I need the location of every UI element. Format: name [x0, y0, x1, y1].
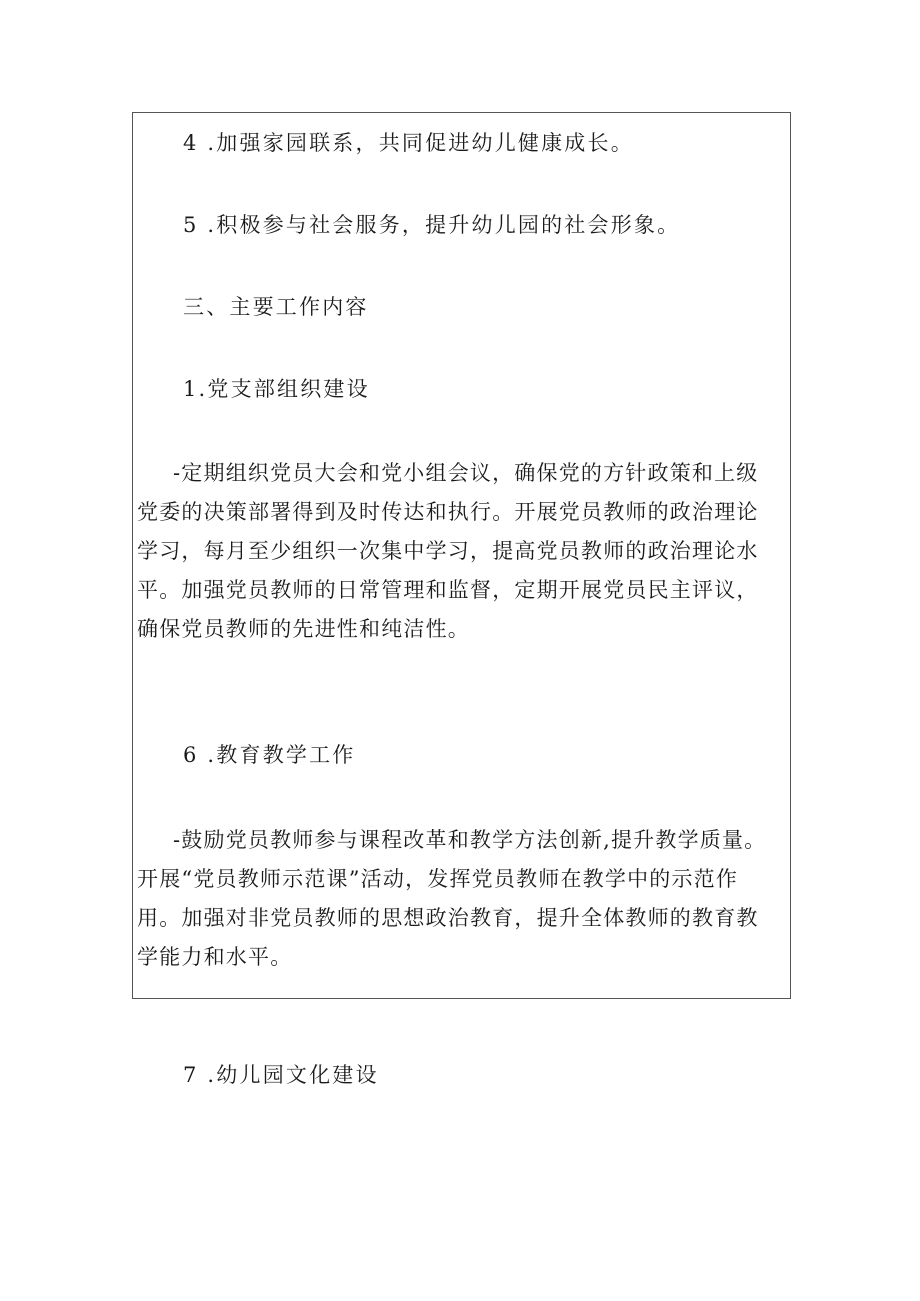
paragraph-party-branch [137, 454, 797, 649]
paragraph-line: -鼓励党员教师参与课程改革和教学方法创新,提升教学质量。 [173, 828, 767, 852]
section-heading-3: 三、主要工作内容 [183, 295, 369, 319]
paragraph-line: 学习，每月至少组织一次集中学习，提高党员教师的政治理论水 [137, 539, 759, 563]
subheading-6: 6 .教育教学工作 [183, 743, 356, 767]
list-item-5: 5 .积极参与社会服务，提升幼儿园的社会形象。 [183, 213, 681, 237]
paragraph-line: 用。加强对非党员教师的思想政治教育，提升全体教师的教育教 [137, 906, 759, 930]
subheading-1: 1.党支部组织建设 [183, 377, 370, 401]
subheading-7: 7 .幼儿园文化建设 [183, 1063, 379, 1087]
list-item-4: 4 .加强家园联系，共同促进幼儿健康成长。 [183, 131, 634, 155]
paragraph-line: 学能力和水平。 [137, 945, 293, 969]
paragraph-line: -定期组织党员大会和党小组会议，确保党的方针政策和上级 [173, 461, 759, 485]
paragraph-line: 开展“党员教师示范课”活动，发挥党员教师在教学中的示范作 [137, 867, 739, 891]
paragraph-line: 确保党员教师的先进性和纯洁性。 [137, 617, 470, 641]
paragraph-line: 党委的决策部署得到及时传达和执行。开展党员教师的政治理论 [137, 500, 759, 524]
paragraph-line: 平。加强党员教师的日常管理和监督，定期开展党员民主评议， [137, 578, 759, 602]
paragraph-teaching [137, 821, 797, 977]
